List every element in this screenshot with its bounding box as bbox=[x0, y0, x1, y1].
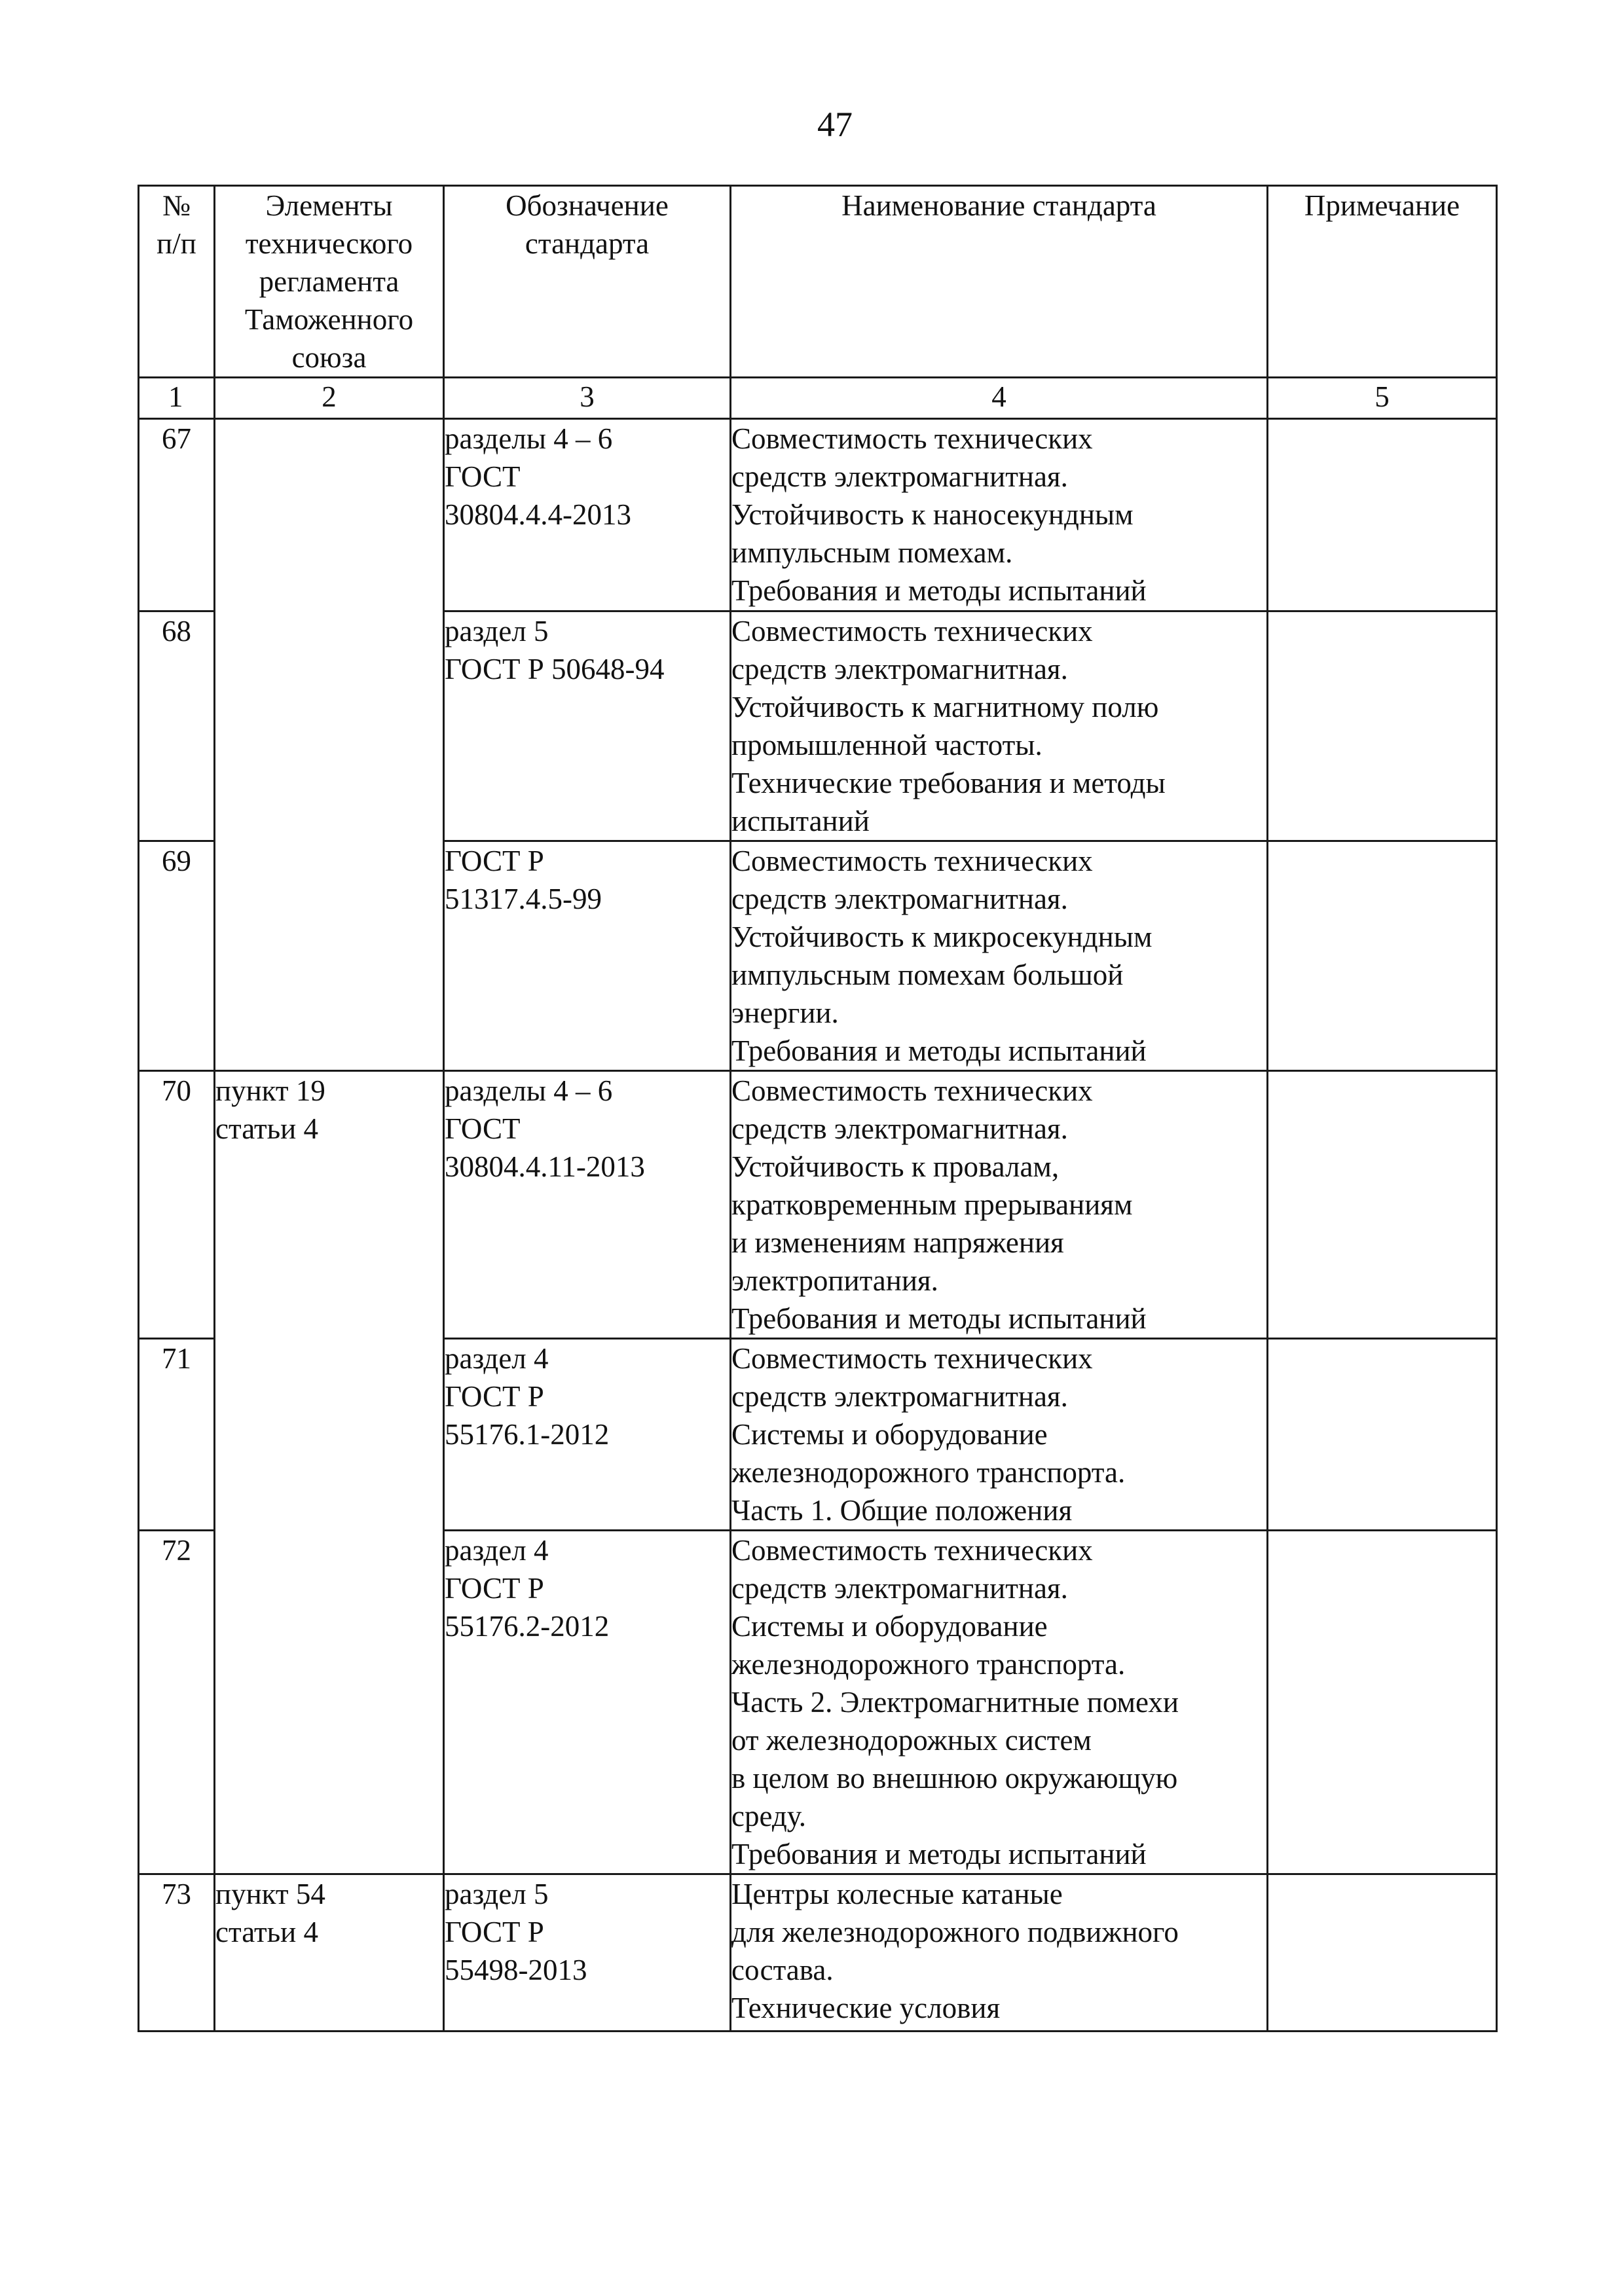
row-element bbox=[215, 419, 444, 1071]
row-designation: разделы 4 – 6 ГОСТ 30804.4.4-2013 bbox=[444, 419, 731, 611]
row-element: пункт 54 статьи 4 bbox=[215, 1874, 444, 2032]
table-row bbox=[139, 1874, 1497, 2032]
row-designation: раздел 4 ГОСТ Р 55176.2-2012 bbox=[444, 1531, 731, 1874]
header-note: Примечание bbox=[1268, 186, 1497, 378]
row-note bbox=[1268, 611, 1497, 841]
row-number: 73 bbox=[139, 1874, 215, 2032]
header-elements: Элементы технического регламента Таможенного союза bbox=[215, 186, 444, 378]
row-standard-name: Совместимость технических средств электромагнитная. Устойчивость к магнитному полю промышленной частоты. Технические требования и методы испытаний bbox=[731, 611, 1268, 841]
row-number: 68 bbox=[139, 611, 215, 841]
header-standard-name: Наименование стандарта bbox=[731, 186, 1268, 378]
row-standard-name: Совместимость технических средств электромагнитная. Устойчивость к провалам, кратковременным прерываниям и изменениям напряжения электропитания. Требования и методы испытаний bbox=[731, 1071, 1268, 1339]
column-number-row bbox=[139, 378, 1497, 419]
row-note bbox=[1268, 419, 1497, 611]
standards-table bbox=[138, 185, 1498, 2032]
row-designation: разделы 4 – 6 ГОСТ 30804.4.11-2013 bbox=[444, 1071, 731, 1339]
header-row bbox=[139, 186, 1497, 378]
row-designation: раздел 5 ГОСТ Р 50648-94 bbox=[444, 611, 731, 841]
table-row bbox=[139, 1071, 1497, 1339]
header-number: № п/п bbox=[139, 186, 215, 378]
row-note bbox=[1268, 1874, 1497, 2032]
row-number: 70 bbox=[139, 1071, 215, 1339]
column-number: 1 bbox=[139, 378, 215, 419]
page-number: 47 bbox=[817, 105, 853, 144]
row-standard-name: Совместимость технических средств электромагнитная. Устойчивость к наносекундным импульсным помехам. Требования и методы испытаний bbox=[731, 419, 1268, 611]
row-standard-name: Совместимость технических средств электромагнитная. Системы и оборудование железнодорожного транспорта. Часть 2. Электромагнитные помехи от железнодорожных систем в целом во внешнюю окружающую среду. Требования и методы испытаний bbox=[731, 1531, 1268, 1874]
row-number: 69 bbox=[139, 841, 215, 1071]
row-number: 71 bbox=[139, 1339, 215, 1531]
column-number: 5 bbox=[1268, 378, 1497, 419]
row-element: пункт 19 статьи 4 bbox=[215, 1071, 444, 1874]
table-row bbox=[139, 419, 1497, 611]
row-note bbox=[1268, 841, 1497, 1071]
column-number: 4 bbox=[731, 378, 1268, 419]
row-designation: ГОСТ Р 51317.4.5-99 bbox=[444, 841, 731, 1071]
column-number: 3 bbox=[444, 378, 731, 419]
column-number: 2 bbox=[215, 378, 444, 419]
row-standard-name: Центры колесные катаные для железнодорожного подвижного состава. Технические условия bbox=[731, 1874, 1268, 2032]
row-designation: раздел 5 ГОСТ Р 55498-2013 bbox=[444, 1874, 731, 2032]
row-note bbox=[1268, 1531, 1497, 1874]
row-standard-name: Совместимость технических средств электромагнитная. Системы и оборудование железнодорожного транспорта. Часть 1. Общие положения bbox=[731, 1339, 1268, 1531]
row-number: 72 bbox=[139, 1531, 215, 1874]
row-standard-name: Совместимость технических средств электромагнитная. Устойчивость к микросекундным импульсным помехам большой энергии. Требования и методы испытаний bbox=[731, 841, 1268, 1071]
row-designation: раздел 4 ГОСТ Р 55176.1-2012 bbox=[444, 1339, 731, 1531]
row-note bbox=[1268, 1071, 1497, 1339]
row-number: 67 bbox=[139, 419, 215, 611]
header-designation: Обозначение стандарта bbox=[444, 186, 731, 378]
row-note bbox=[1268, 1339, 1497, 1531]
